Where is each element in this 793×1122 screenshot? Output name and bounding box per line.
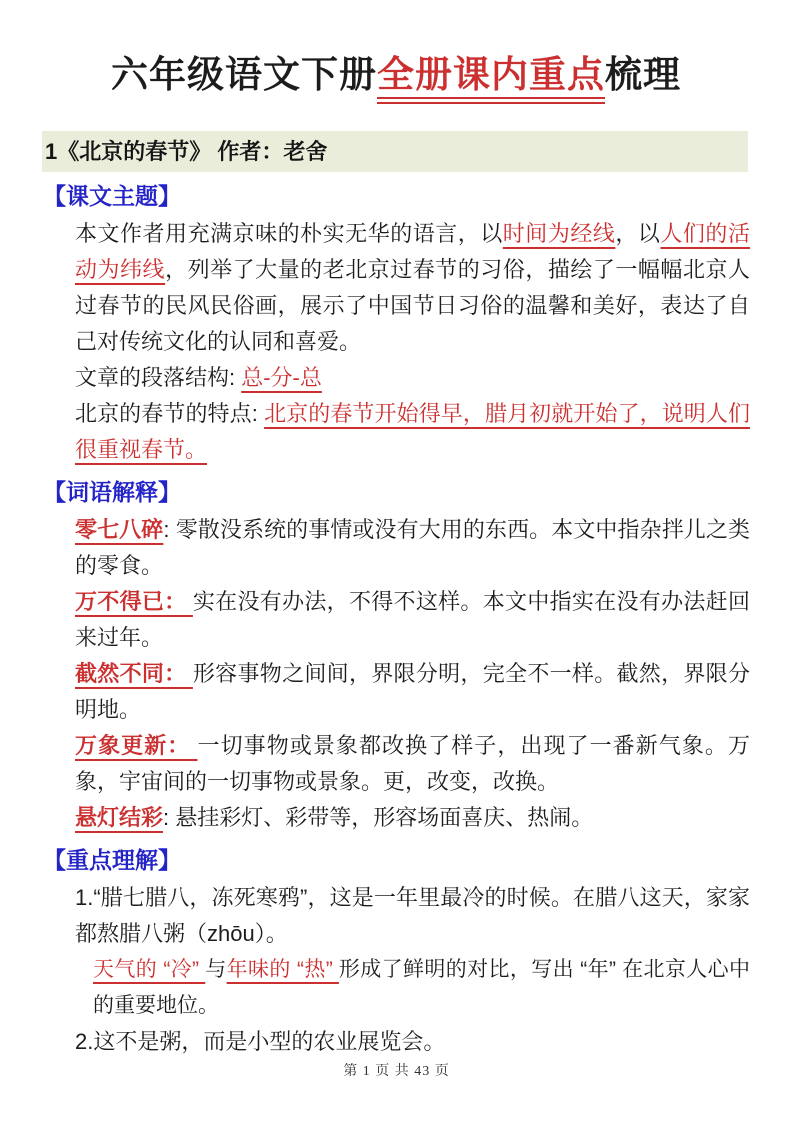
- text-segment: 2.这不是粥，而是小型的农业展览会。: [75, 1028, 446, 1054]
- text-segment: 梳理: [605, 54, 681, 95]
- text-segment: 形容事物之间间，界限分明，完全不一样。截然，界限分明地。: [75, 660, 750, 722]
- text-segment: 悬挂彩灯、彩带等，形容场面喜庆、热闹。: [175, 804, 594, 830]
- text-segment: 时间为经线: [502, 220, 616, 246]
- text-segment: 六年级语文下册: [111, 54, 377, 95]
- text-segment: 天气的 “冷”: [93, 957, 206, 981]
- text-segment: 本文作者用充满京味的朴实无华的语言，以: [75, 220, 503, 246]
- spring-festival-feature-line: [75, 396, 750, 468]
- key-point-item: [75, 880, 750, 952]
- text-segment: 万不得已：: [75, 588, 193, 614]
- text-segment: 零七八碎: [75, 516, 164, 542]
- key-point-note: [93, 952, 750, 1024]
- section-heading-words: 【词语解释】: [43, 478, 181, 505]
- text-segment: 总-分-总: [241, 364, 322, 390]
- text-segment: 年味的 “热”: [226, 957, 339, 981]
- text-segment: 万象更新：: [75, 732, 198, 758]
- paragraph-structure-line: [75, 360, 750, 396]
- word-entry: [75, 512, 750, 584]
- text-segment: 实在没有办法，不得不这样。本文中指实在没有办法赶回来过年。: [75, 588, 750, 650]
- word-entry: [75, 656, 750, 728]
- text-segment: 1.“腊七腊八，冻死寒鸦”，这是一年里最冷的时候。在腊八这天，家家都熬腊八粥（zhōu）。: [75, 884, 750, 946]
- key-points-block: [75, 880, 750, 1060]
- text-segment: 全册课内重点: [377, 54, 605, 104]
- section-heading-key-points: 【重点理解】: [43, 846, 181, 873]
- text-segment: ，列举了大量的老北京过春节的习俗，描绘了一幅幅北京人过春节的民风民俗画，展示了中国节日习俗的温馨和美好，表达了自己对传统文化的认同和喜爱。: [75, 256, 750, 354]
- text-segment: 北京的春节开始得早，腊月初就开始了，说明人们很重视春节。: [75, 400, 750, 462]
- word-entry: [75, 728, 750, 800]
- text-segment: 截然不同：: [75, 660, 193, 686]
- word-entry: [75, 584, 750, 656]
- lesson-header-text: 1《北京的春节》 作者：老舍: [45, 138, 328, 164]
- text-segment: 人们的活动为纬线: [75, 220, 750, 282]
- words-block: [75, 512, 750, 836]
- text-segment: 文章的段落结构:: [75, 364, 242, 390]
- section-heading-theme: 【课文主题】: [43, 182, 181, 209]
- text-segment: ，以: [615, 220, 661, 246]
- theme-paragraph: [75, 216, 750, 360]
- text-segment: 悬灯结彩: [75, 804, 164, 830]
- text-segment: 零散没系统的事情或没有大用的东西。本文中指杂拌儿之类的零食。: [75, 516, 750, 578]
- text-segment: :: [163, 804, 176, 830]
- text-segment: 形成了鲜明的对比，写出 “年” 在北京人心中的重要地位。: [93, 957, 751, 1017]
- text-segment: 一切事物或景象都改换了样子，出现了一番新气象。万象，宇宙间的一切事物或景象。更，改变，改换。: [75, 732, 750, 794]
- page-title: [42, 50, 750, 100]
- text-segment: :: [163, 516, 176, 542]
- lesson-header-bar: [42, 131, 748, 172]
- text-segment: 北京的春节的特点:: [75, 400, 265, 426]
- key-point-item: [75, 1024, 750, 1060]
- theme-block: [75, 216, 750, 468]
- text-segment: 与: [205, 957, 227, 981]
- page-footer: [0, 1060, 793, 1080]
- word-entry: [75, 800, 750, 836]
- page-number-text: 第 1 页 共 43 页: [343, 1064, 450, 1079]
